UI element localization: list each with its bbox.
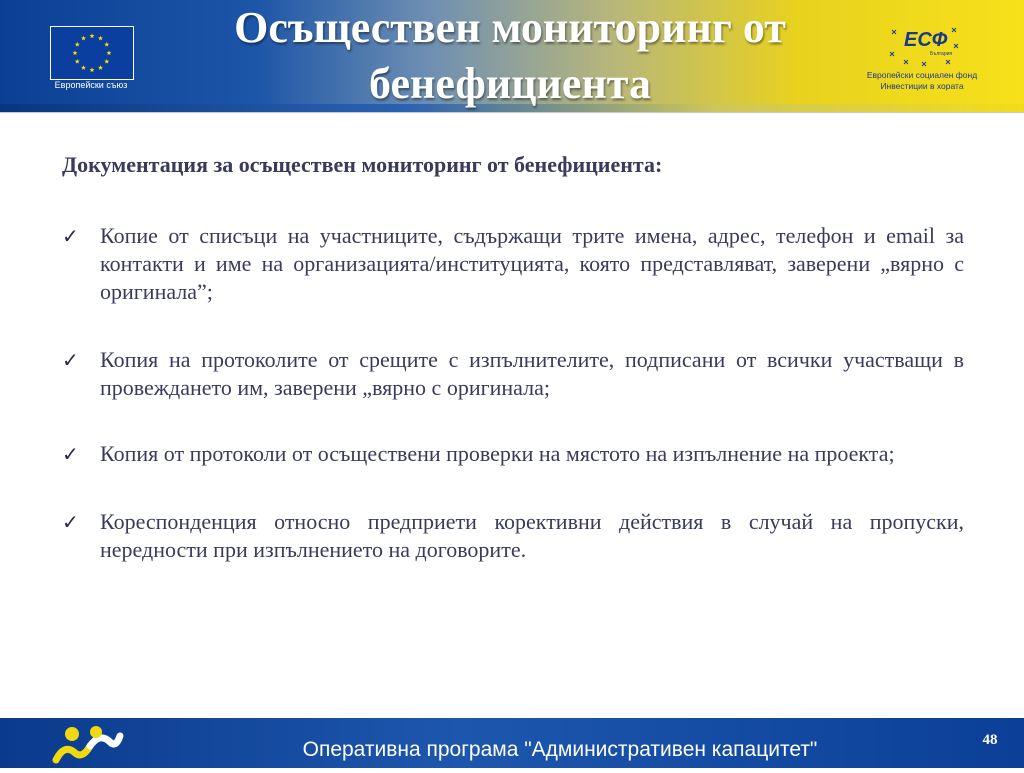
page-number: 48 — [982, 732, 998, 748]
esf-logo-icon — [882, 22, 962, 70]
eu-star-icon — [75, 59, 80, 64]
list-item-text: Копия на протоколите от срещите с изпълнителите, подписани от всички участващи в провеждането им, заверени „вярно с оригинала; — [100, 347, 964, 400]
checkmark-icon: ✓ — [62, 442, 79, 466]
eu-star-icon — [104, 42, 109, 47]
title-line-1: Осъществен мониторинг от — [234, 3, 786, 52]
eu-caption: Европейски съюз — [54, 80, 128, 90]
bullet-list — [62, 222, 964, 604]
list-item — [62, 508, 964, 564]
esf-caption — [852, 70, 992, 92]
eu-star-icon — [104, 59, 109, 64]
eu-star-icon — [107, 50, 112, 55]
eu-flag-logo — [50, 26, 134, 80]
checkmark-icon: ✓ — [62, 510, 79, 534]
opak-logo-icon — [50, 722, 126, 768]
program-name: Оперативна програма "Административен капацитет" — [302, 738, 818, 761]
eu-star-icon — [73, 50, 78, 55]
title-line-2: бенефициента — [369, 59, 651, 108]
opak-logo — [50, 722, 126, 768]
list-item-text: Кореспонденция относно предприети корективни действия в случай на пропуски, нередности при изпълнението на договорите. — [100, 509, 964, 562]
esf-small-text: България — [930, 51, 953, 57]
eu-star-icon — [98, 65, 103, 70]
eu-star-icon — [75, 42, 80, 47]
list-item-text: Копия от протоколи от осъществени проверки на мястото на изпълнение на проекта; — [100, 441, 895, 466]
eu-star-icon — [81, 65, 86, 70]
eu-star-icon — [90, 67, 95, 72]
esf-caption-line-2: Инвестиции в хората — [880, 81, 964, 91]
list-item — [62, 346, 964, 402]
list-item — [62, 440, 964, 468]
eu-star-icon — [90, 33, 95, 38]
esf-caption-line-1: Европейски социален фонд — [866, 70, 978, 80]
eu-star-icon — [81, 36, 86, 41]
eu-star-icon — [98, 36, 103, 41]
checkmark-icon: ✓ — [62, 224, 79, 248]
esf-logo — [882, 22, 962, 70]
page-title — [150, 0, 870, 112]
list-item — [62, 222, 964, 306]
subheading: Документация за осъществен мониторинг от бенефициента: — [62, 152, 663, 177]
eu-stars-icon — [51, 27, 133, 79]
checkmark-icon: ✓ — [62, 348, 79, 372]
esf-logo-text: ЕСФ — [904, 29, 948, 51]
list-item-text: Копие от списъци на участниците, съдържащи трите имена, адрес, телефон и email за контакти и име на организацията/институцията, която представляват, заверени „вярно с оригинала”; — [100, 223, 964, 304]
